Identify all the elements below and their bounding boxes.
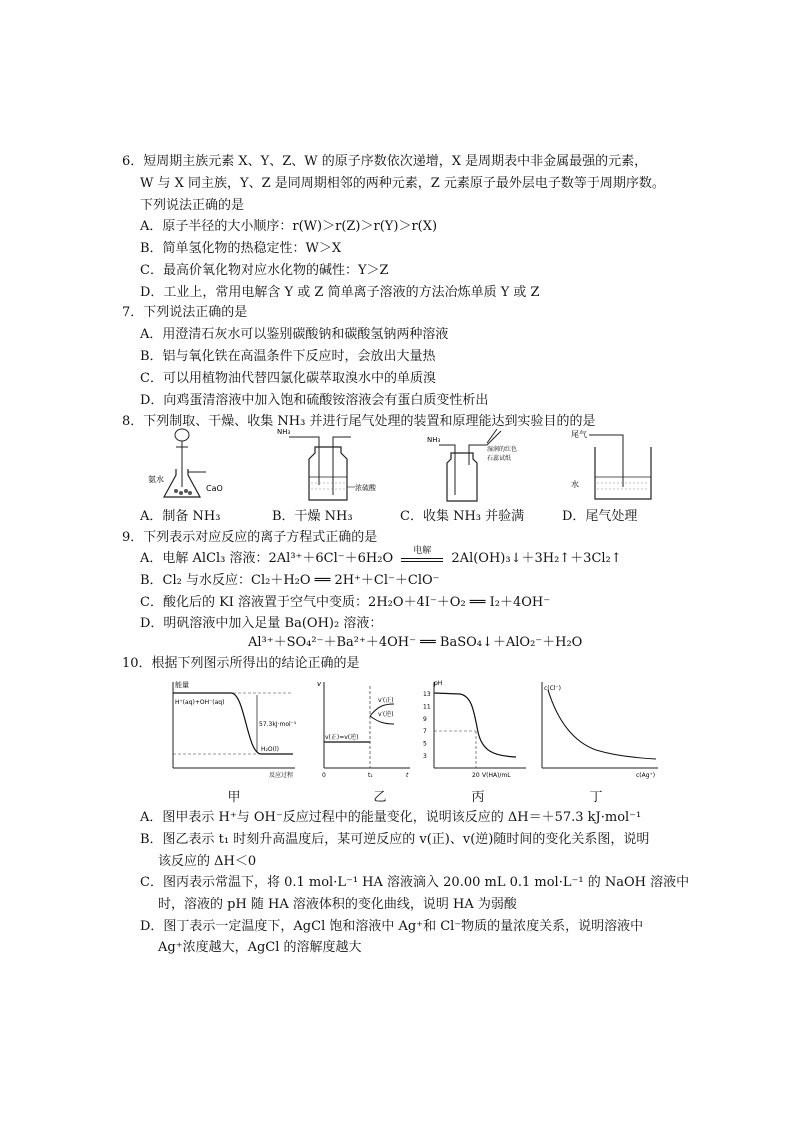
q8-option-c: C．收集 NH₃ 并验满 [400,509,525,524]
q9-option-d: D．明矾溶液中加入足量 Ba(OH)₂ 溶液： [140,616,383,631]
q10-option-b-line2: 该反应的 ΔH＜0 [158,854,257,869]
q8-stem: 8．下列制取、干燥、收集 NH₃ 并进行尾气处理的装置和原理能达到实验目的的是 [122,414,596,429]
chart-bing-tick-3: 3 [423,753,427,760]
q6-stem-line3: 下列说法正确的是 [140,198,245,213]
chart-yi-v-rev: v′(逆) [378,711,394,718]
chart-bing-tick-7: 7 [423,728,427,736]
chart-ding-xlabel: c(Ag⁺) [636,772,656,779]
label-conc-h2so4: 浓硫酸 [355,484,376,492]
chart-bing-curve [434,693,516,757]
label-water: 水 [571,480,579,489]
q8-apparatus-a [150,425,260,505]
chart-yi-caption: 乙 [373,790,387,805]
label-nh3-c: NH₃ [427,436,441,444]
q10-option-d-line1: D．图丁表示一定温度下，AgCl 饱和溶液中 Ag⁺和 Cl⁻物质的量浓度关系，说明溶液中 [140,919,644,934]
q6-stem-line2: W 与 X 同主族，Y、Z 是同周期相邻的两种元素，Z 元素原子最外层电子数等于周期序数。 [140,176,665,191]
q6-option-b: B．简单氢化物的热稳定性：W＞X [140,241,342,256]
q8-option-b: B．干燥 NH₃ [272,509,353,524]
q9-stem: 9．下列表示对应反应的离子方程式正确的是 [122,530,378,545]
chart-yi-v-fwd: v′(正) [378,697,394,704]
label-ammonia-water: 氨水 [148,475,164,484]
chart-yi-ylabel: v [317,680,322,688]
chart-bing-ylabel: pH [434,680,443,687]
q9-a-left: A．电解 AlCl₃ 溶液：2Al³⁺＋6Cl⁻＋6H₂O [140,551,394,566]
chart-yi [314,676,414,782]
chart-yi-t1: t₁ [368,772,373,779]
q9-option-d-equation: Al³⁺＋SO₄²⁻＋Ba²⁺＋4OH⁻ ══ BaSO₄↓＋AlO₂⁻＋H₂O [248,635,583,650]
q8-option-a: A．制备 NH₃ [140,509,221,524]
q10-option-b-line1: B．图乙表示 t₁ 时刻升高温度后，某可逆反应的 v(正)、v(逆)随时间的变化关系图，说明 [140,832,650,847]
q6-option-c: C．最高价氧化物对应水化物的碱性：Y＞Z [140,263,389,278]
q8-apparatus-b [275,425,385,505]
q9-a-arrow [401,546,443,562]
chart-bing [420,676,530,782]
chart-ding [536,676,666,782]
chart-bing-x20: 20 [472,772,480,779]
q6-stem-line1: 6．短周期主族元素 X、Y、Z、W 的原子序数依次递增，X 是周期表中非金属最强的元素， [122,154,648,169]
chart-yi-x0: 0 [322,772,326,779]
chart-jia-caption: 甲 [227,790,241,805]
label-litmus-2: 石蕊试纸 [487,455,512,462]
q6-option-a: A．原子半径的大小顺序：r(W)＞r(Z)＞r(Y)＞r(X) [140,219,438,234]
chart-bing-tick-9: 9 [423,715,427,723]
q9-a-right: 2Al(OH)₃↓＋3H₂↑＋3Cl₂↑ [451,551,622,566]
q6-option-d: D．工业上，常用电解含 Y 或 Z 简单离子溶液的方法冶炼单质 Y 或 Z [140,285,540,300]
chart-yi-xlabel: t [406,772,409,779]
q7-option-a: A．用澄清石灰水可以鉴别碳酸钠和碳酸氢钠两种溶液 [140,327,449,342]
q10-option-c-line2: 时，溶液的 pH 随 HA 溶液体积的变化曲线，说明 HA 为弱酸 [158,897,517,912]
q7-option-c: C．可以用植物油代替四氯化碳萃取溴水中的单质溴 [140,371,436,386]
chart-bing-tick-11: 11 [423,703,431,711]
chart-ding-ylabel: c(Cl⁻) [544,685,562,692]
q10-option-c-line1: C．图丙表示常温下，将 0.1 mol·L⁻¹ HA 溶液滴入 20.00 mL 0.1 mol·L⁻¹ 的 NaOH 溶液中 [140,875,690,890]
q7-stem: 7．下列说法正确的是 [122,305,248,320]
chart-bing-tick-5: 5 [423,740,427,748]
chart-jia-product: H₂O(l) [261,746,279,753]
chart-jia-delta: 57.3kJ·mol⁻¹ [259,721,297,728]
label-cao: CaO [206,484,223,493]
q7-option-d: D．向鸡蛋清溶液中加入饱和硫酸铵溶液会有蛋白质变性析出 [140,393,489,408]
q9-option-c: C．酸化后的 KI 溶液置于空气中变质：2H₂O＋4I⁻＋O₂ ══ I₂＋4OH⁻ [140,595,551,610]
q8-apparatus-d [565,425,665,505]
q10-option-d-line2: Ag⁺浓度越大，AgCl 的溶解度越大 [158,940,362,955]
chart-ding-curve [548,690,656,759]
chart-jia-xlabel: 反应过程 [269,772,294,779]
label-nh3-b: NH₃ [277,428,291,436]
q10-option-a: A．图甲表示 H⁺与 OH⁻反应过程中的能量变化，说明该反应的 ΔH＝＋57.3 kJ·mol⁻¹ [140,810,642,825]
chart-jia-ylabel: 能量 [175,681,189,689]
chart-bing-caption: 丙 [471,790,485,805]
q9-option-a [140,546,622,569]
chart-bing-tick-13: 13 [423,691,431,698]
chart-jia-reactant: H⁺(aq)+OH⁻(aq) [175,699,225,706]
q7-option-b: B．铝与氧化铁在高温条件下反应时，会放出大量热 [140,349,436,364]
chart-bing-xlabel: V(HA)/mL [482,772,511,779]
q8-option-d: D．尾气处理 [562,509,638,524]
label-tail-gas: 尾气 [571,430,587,439]
q9-a-condition: 电解 [413,546,432,556]
q10-stem: 10．根据下列图示所得出的结论正确的是 [122,656,360,671]
q9-option-b: B．Cl₂ 与水反应：Cl₂＋H₂O ══ 2H⁺＋Cl⁻＋ClO⁻ [140,573,440,588]
chart-ding-caption: 丁 [589,790,603,805]
chart-jia [165,676,300,782]
label-litmus-1: 湿润的红色 [487,446,518,453]
q8-apparatus-c [425,425,545,505]
chart-yi-v-eq: v(正)=v(逆) [325,734,359,741]
